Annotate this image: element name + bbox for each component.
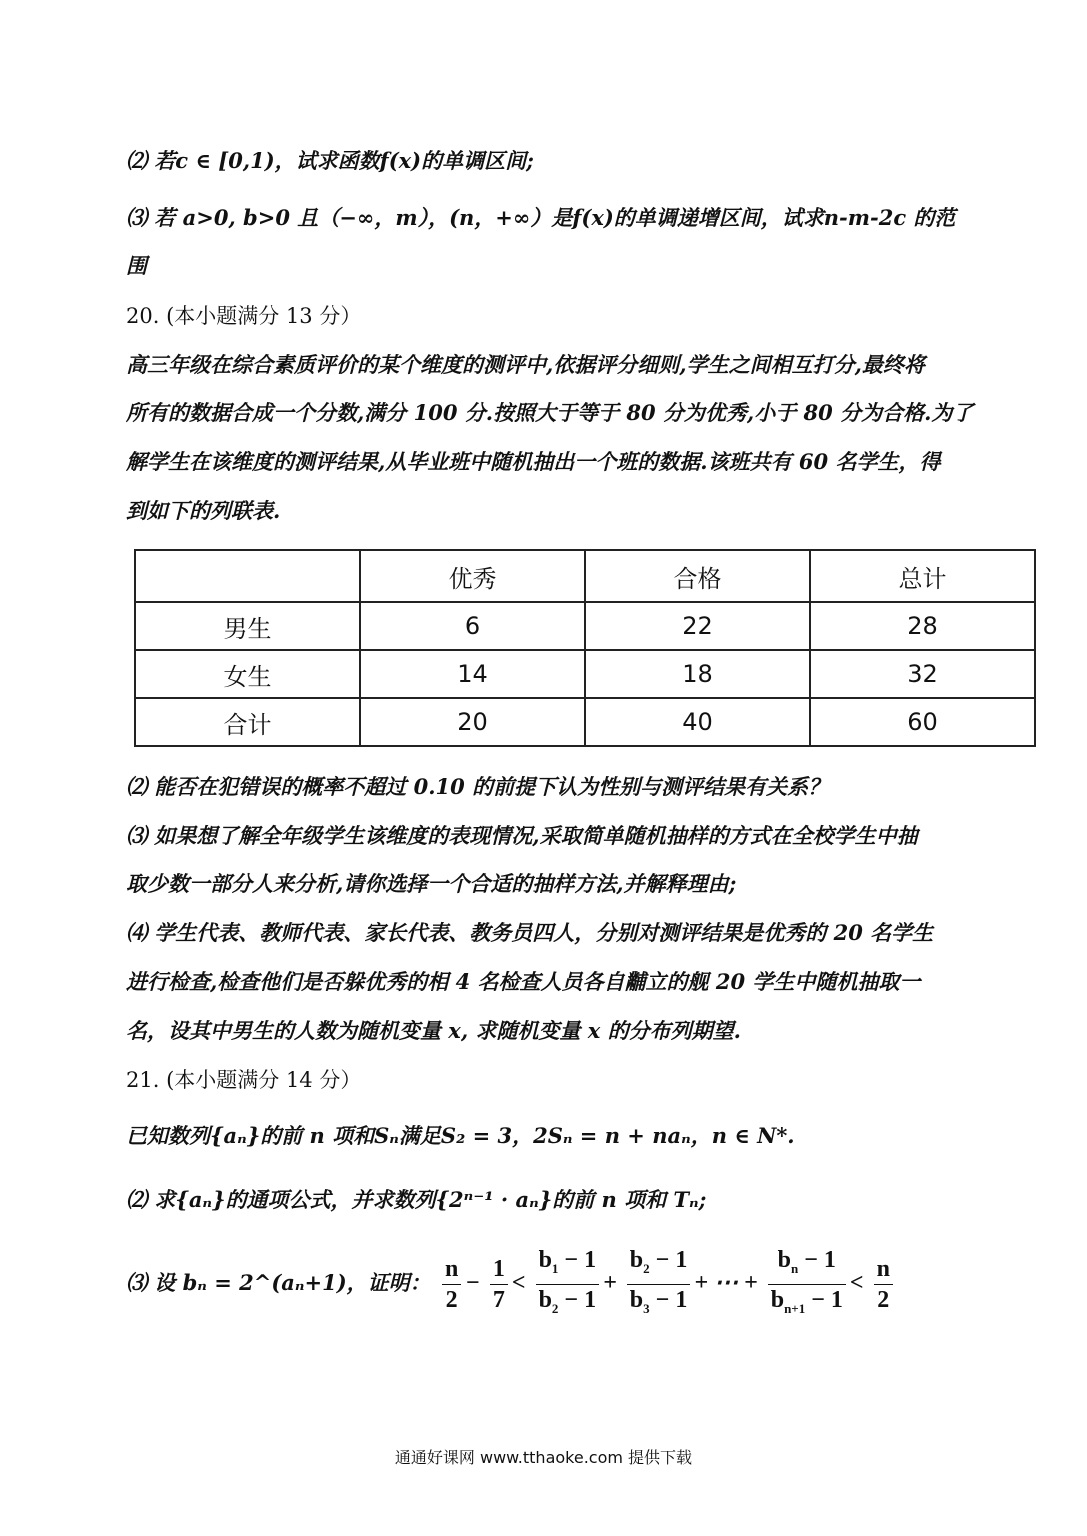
footer-source: 通通好课网 www.tthaoke.com 提供下载 [394,1448,693,1467]
q21-heading: 21. (本小题满分 14 分） [126,1068,362,1092]
table-row [135,650,1035,698]
table-cell: 男生 [135,602,360,650]
q20-part2: ⑵ 能否在犯错误的概率不超过 0.10 的前提下认为性别与测评结果有关系？ [126,774,830,799]
q20-part3-line2: 取少数一部分人来分析,请你选择一个合适的抽样方法,并解释理由; [126,871,737,896]
q21-part2: ⑵ 求{aₙ}的通项公式，并求数列{2ⁿ⁻¹ · aₙ}的前 n 项和 Tₙ; [126,1187,707,1212]
q19-part3-line2: 围 [126,253,147,278]
table-header-row [135,550,1035,602]
q19-part3-line1: ⑶ 若 a>0, b>0 且（−∞，m），(n，+∞）是f(x)的单调递增区间，试求n-m-2c 的范 [126,205,956,230]
q20-part4-line3: 名，设其中男生的人数为随机变量 x, 求随机变量 x 的分布列期望. [126,1018,741,1043]
q21-part3 [126,1245,897,1324]
table-cell: 6 [360,602,585,650]
contingency-table [134,549,1036,747]
q20-paragraph-line1: 高三年级在综合素质评价的某个维度的测评中,依据评分细则,学生之间相互打分,最终将 [126,352,925,377]
q20-paragraph-line4: 到如下的列联表. [126,498,281,523]
table-row [135,698,1035,746]
q20-part4-line1: ⑷ 学生代表、教师代表、家长代表、教务员四人，分别对测评结果是优秀的 20 名学生 [126,920,934,945]
table-cell: 女生 [135,650,360,698]
q21-part3-lead: ⑶ 设 bₙ = 2^(aₙ+1)，证明： [126,1269,431,1295]
table-cell: 60 [810,698,1035,746]
table-cell: 22 [585,602,810,650]
table-cell: 18 [585,650,810,698]
table-row [135,602,1035,650]
q19-part2: ⑵ 若c ∈ [0,1)，试求函数f(x)的单调区间; [126,148,534,173]
table-cell: 40 [585,698,810,746]
q20-paragraph-line3: 解学生在该维度的测评结果,从毕业班中随机抽出一个班的数据.该班共有 60 名学生，得 [126,449,941,474]
inequality-formula: $\frac{n}{2}$ − $\frac{1}{7}$ < $\frac{b_1 - 1}{b_2 - 1}$ + $\frac{b_2 - 1}{b_3 - 1}$ + ⋯ + $\frac{b_n - 1}{b_{n+1} - 1}$ < $\frac{n}{2}$ [438,1270,897,1296]
table-cell: 合计 [135,698,360,746]
q20-part3-line1: ⑶ 如果想了解全年级学生该维度的表现情况,采取简单随机抽样的方式在全校学生中抽 [126,823,918,848]
table-cell: 总计 [810,550,1035,602]
q20-heading: 20. (本小题满分 13 分） [126,304,362,328]
q20-paragraph-line2: 所有的数据合成一个分数,满分 100 分.按照大于等于 80 分为优秀,小于 80 分为合格.为了 [126,400,974,425]
table-cell: 14 [360,650,585,698]
table-cell: 20 [360,698,585,746]
table-cell: 合格 [585,550,810,602]
table-cell: 32 [810,650,1035,698]
q21-given: 已知数列{aₙ}的前 n 项和Sₙ满足S₂ = 3，2Sₙ = n + naₙ，n ∈ N*. [126,1123,795,1148]
table-cell: 优秀 [360,550,585,602]
table-cell: 28 [810,602,1035,650]
table-cell [135,550,360,602]
q20-part4-line2: 进行检查,检查他们是否躲优秀的相 4 名检查人员各自黼立的舰 20 学生中随机抽取一 [126,969,921,994]
